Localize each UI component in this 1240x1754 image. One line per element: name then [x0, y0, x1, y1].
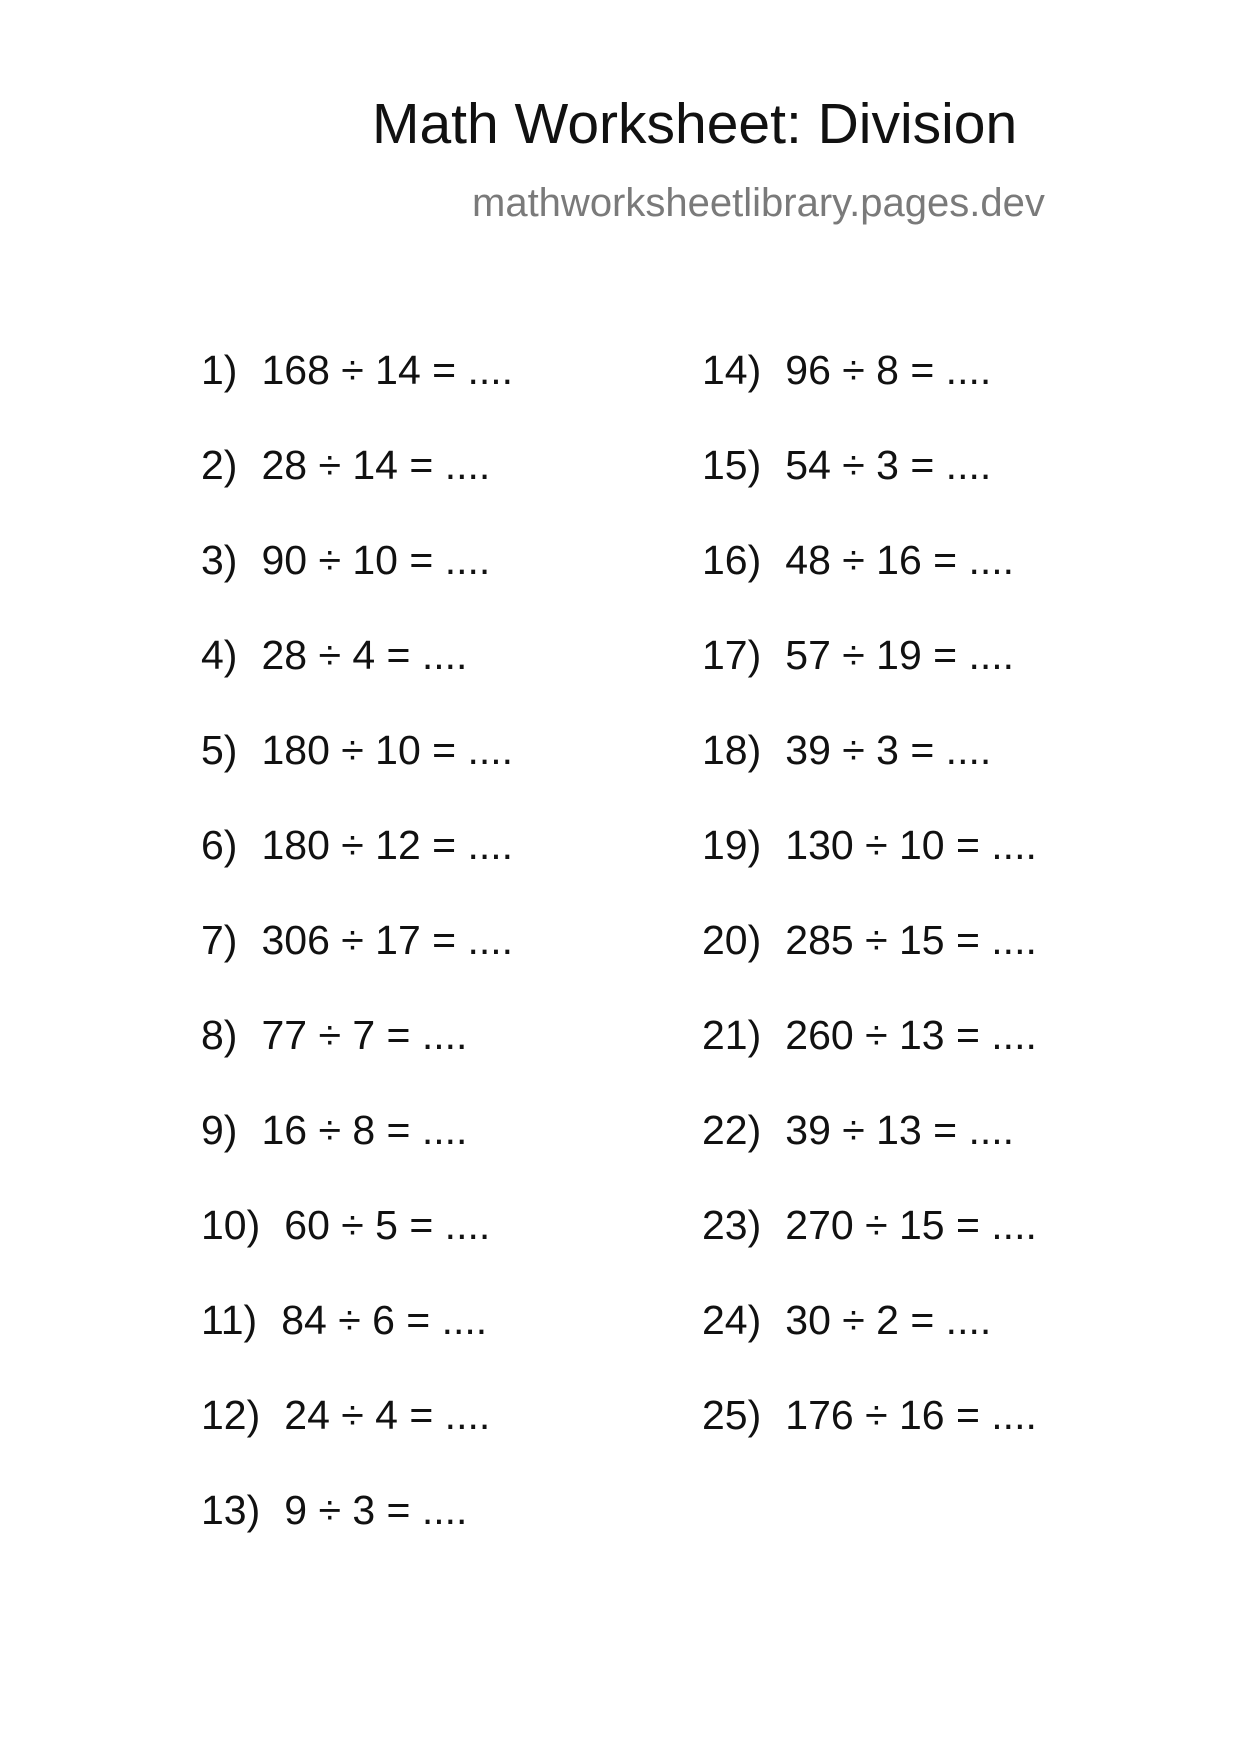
problem-item [702, 822, 1037, 920]
problem-item [702, 1012, 1037, 1110]
problem-item [201, 347, 514, 445]
problem-expression: 77 ÷ 7 = .... [261, 1012, 468, 1058]
problem-number: 12) [201, 1392, 261, 1438]
problem-number: 5) [201, 727, 238, 773]
problem-item [201, 632, 513, 730]
problem-number: 7) [201, 917, 238, 963]
problem-item [702, 1392, 1037, 1490]
problem-number: 16) [702, 537, 762, 583]
problem-item [201, 537, 513, 635]
problem-number: 3) [201, 537, 238, 583]
problem-number: 9) [201, 1107, 238, 1153]
problem-item [702, 1202, 1037, 1300]
problem-item [201, 727, 514, 825]
problem-number: 8) [201, 1012, 238, 1058]
problem-expression: 28 ÷ 4 = .... [261, 632, 468, 678]
problem-number: 6) [201, 822, 238, 868]
problem-item [201, 822, 514, 920]
problem-number: 22) [702, 1107, 762, 1153]
problem-number: 25) [702, 1392, 762, 1438]
problem-expression: 24 ÷ 4 = .... [284, 1392, 491, 1438]
problem-expression: 260 ÷ 13 = .... [785, 1012, 1037, 1058]
problem-expression: 168 ÷ 14 = .... [261, 347, 514, 393]
problem-item [702, 632, 1037, 730]
problem-expression: 180 ÷ 12 = .... [261, 822, 514, 868]
problem-column-left [201, 347, 514, 1585]
problem-item [702, 537, 1037, 635]
problem-number: 23) [702, 1202, 762, 1248]
problem-expression: 90 ÷ 10 = .... [261, 537, 491, 583]
problem-item [201, 1012, 513, 1110]
problem-expression: 57 ÷ 19 = .... [785, 632, 1015, 678]
problem-expression: 28 ÷ 14 = .... [261, 442, 491, 488]
problem-number: 17) [702, 632, 762, 678]
problem-expression: 39 ÷ 3 = .... [785, 727, 992, 773]
problem-number: 2) [201, 442, 238, 488]
problem-expression: 30 ÷ 2 = .... [785, 1297, 992, 1343]
problem-number: 11) [201, 1297, 258, 1343]
problem-item [201, 1202, 513, 1300]
problem-expression: 39 ÷ 13 = .... [785, 1107, 1015, 1153]
problem-item [201, 917, 514, 1015]
problem-number: 19) [702, 822, 762, 868]
problem-expression: 180 ÷ 10 = .... [261, 727, 514, 773]
problem-item [702, 727, 1037, 825]
problem-item [702, 917, 1037, 1015]
problem-item [201, 442, 513, 540]
worksheet-source: mathworksheetlibrary.pages.dev [472, 181, 1045, 225]
problem-expression: 285 ÷ 15 = .... [785, 917, 1037, 963]
problem-item [201, 1107, 513, 1205]
problem-expression: 54 ÷ 3 = .... [785, 442, 992, 488]
problem-expression: 9 ÷ 3 = .... [284, 1487, 468, 1533]
problem-expression: 306 ÷ 17 = .... [261, 917, 514, 963]
problem-expression: 96 ÷ 8 = .... [785, 347, 992, 393]
problem-expression: 16 ÷ 8 = .... [261, 1107, 468, 1153]
problem-number: 15) [702, 442, 762, 488]
problem-expression: 60 ÷ 5 = .... [284, 1202, 491, 1248]
problem-number: 13) [201, 1487, 261, 1533]
problem-expression: 130 ÷ 10 = .... [785, 822, 1037, 868]
problem-item [201, 1297, 513, 1395]
problem-number: 10) [201, 1202, 261, 1248]
problem-number: 24) [702, 1297, 762, 1343]
problem-number: 4) [201, 632, 238, 678]
problem-expression: 48 ÷ 16 = .... [785, 537, 1015, 583]
problem-expression: 84 ÷ 6 = .... [281, 1297, 488, 1343]
problem-column-right [702, 347, 1037, 1490]
problem-expression: 176 ÷ 16 = .... [785, 1392, 1037, 1438]
problem-item [702, 1297, 1037, 1395]
problem-number: 1) [201, 347, 238, 393]
problem-number: 20) [702, 917, 762, 963]
problem-item [201, 1392, 513, 1490]
problem-expression: 270 ÷ 15 = .... [785, 1202, 1037, 1248]
problem-number: 18) [702, 727, 762, 773]
problem-number: 21) [702, 1012, 762, 1058]
problem-item [702, 347, 1037, 445]
worksheet-title: Math Worksheet: Division [372, 92, 1018, 156]
problem-item [702, 1107, 1037, 1205]
problem-item [702, 442, 1037, 540]
problem-number: 14) [702, 347, 762, 393]
problem-item [201, 1487, 513, 1585]
